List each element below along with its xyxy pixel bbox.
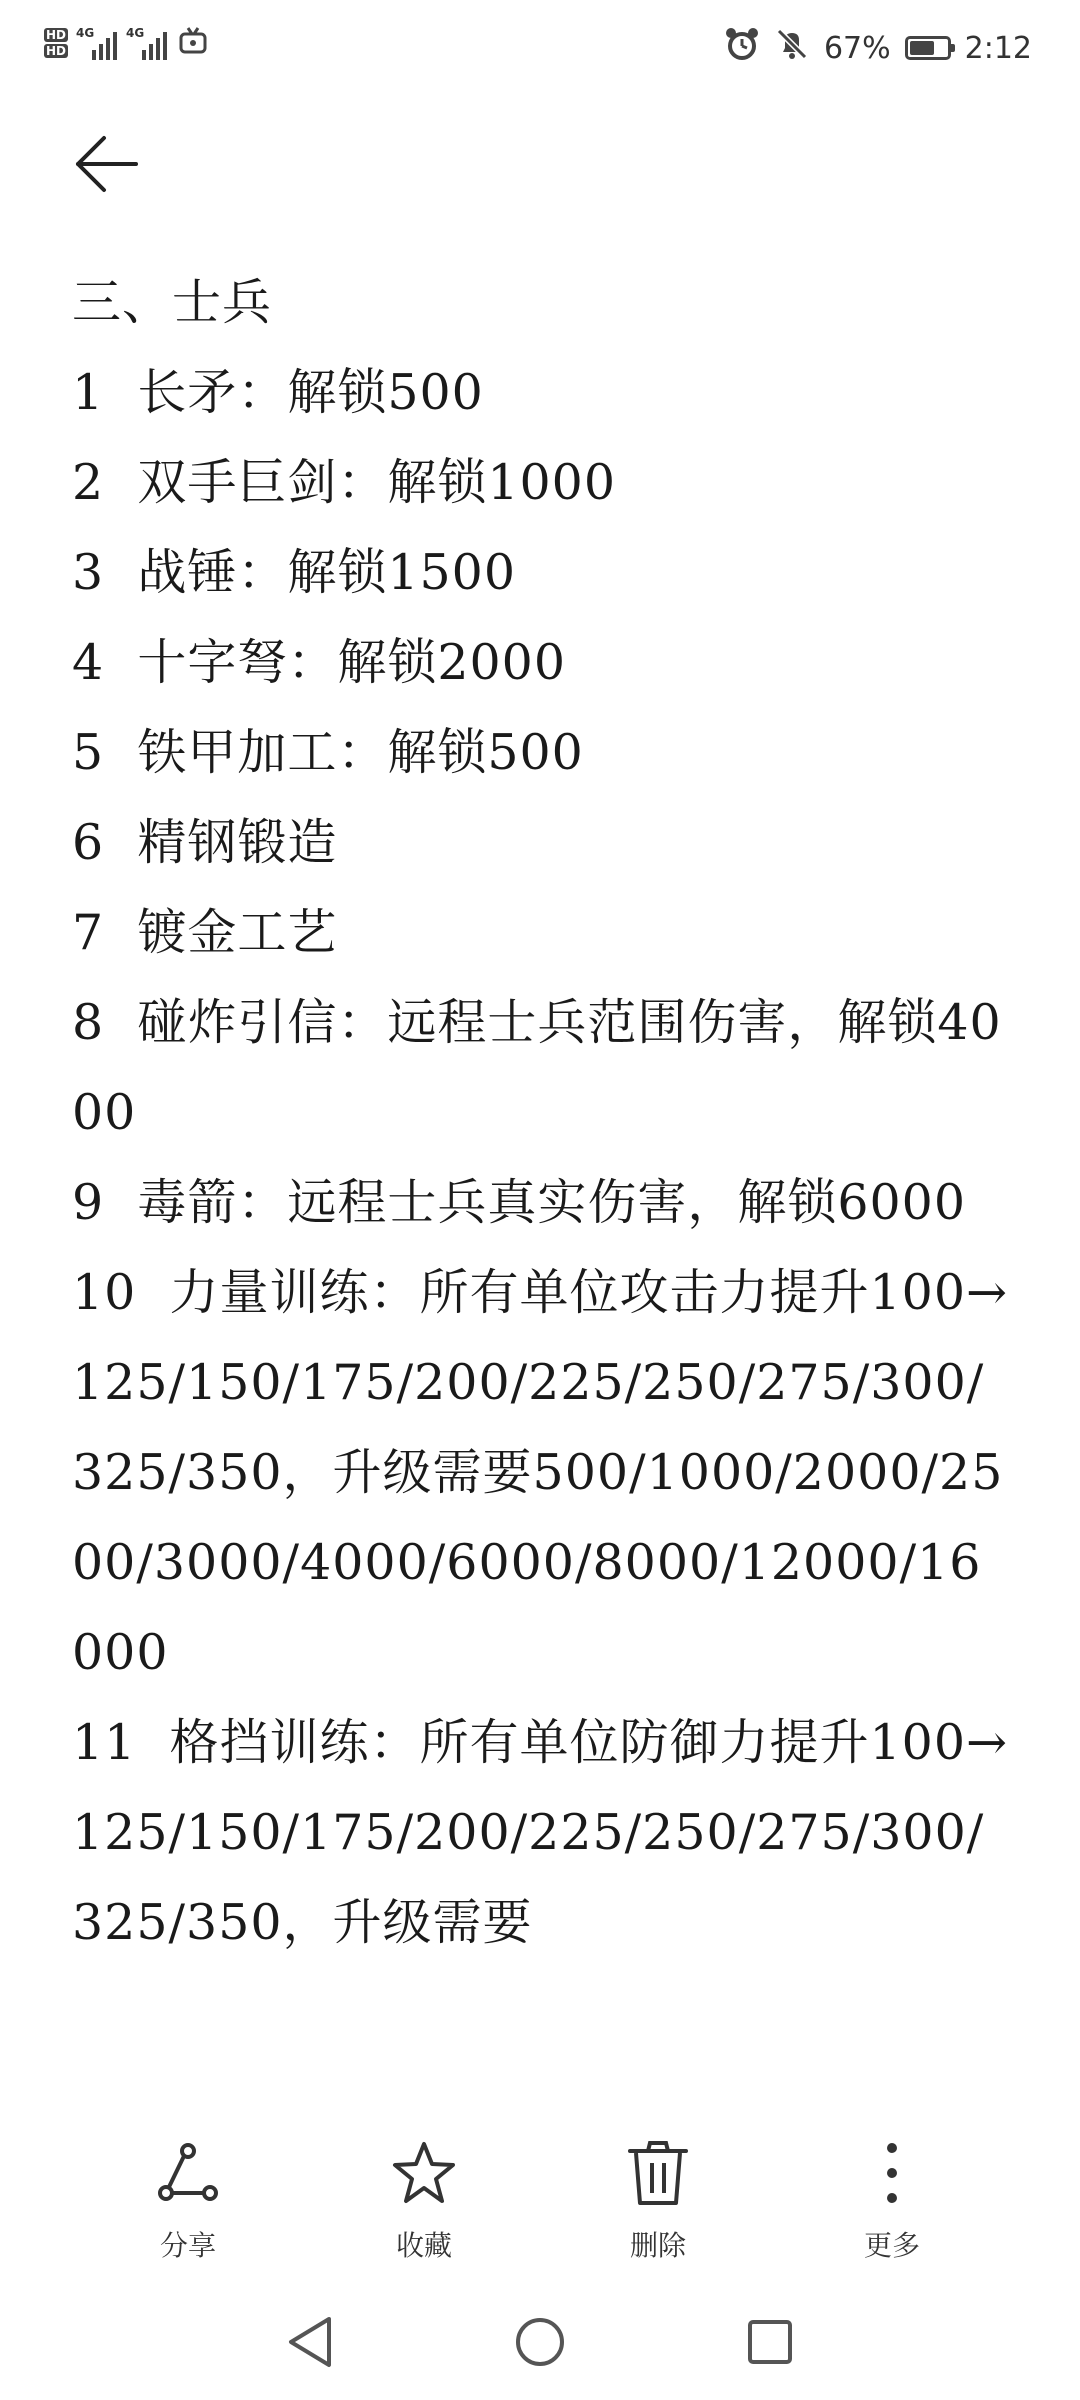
favorite-label: 收藏 — [395, 2229, 452, 2262]
hd-icon — [44, 27, 68, 59]
nav-recents-button[interactable] — [740, 2312, 800, 2372]
note-line: 7 镀金工艺 — [72, 904, 338, 961]
more-label: 更多 — [863, 2229, 920, 2262]
hd-badge: HD — [46, 44, 67, 58]
alarm-icon — [724, 26, 760, 70]
status-left — [44, 26, 208, 60]
more-vertical-icon — [857, 2138, 927, 2208]
star-icon — [389, 2138, 459, 2208]
network-type: 4G — [126, 26, 145, 40]
mute-bell-icon — [774, 26, 810, 70]
note-heading: 三、士兵 — [72, 274, 273, 331]
signal-icon — [128, 26, 168, 60]
note-line: 9 毒箭：远程士兵真实伤害，解锁6000 — [72, 1174, 967, 1231]
note-line: 8 碰炸引信：远程士兵范围伤害，解锁4000 — [72, 994, 1002, 1141]
signal-icon — [78, 26, 118, 60]
note-line: 6 精钢锻造 — [72, 814, 338, 871]
note-line: 5 铁甲加工：解锁500 — [72, 724, 584, 781]
hd-badge: HD — [46, 28, 67, 42]
note-line: 1 长矛：解锁500 — [72, 364, 484, 421]
status-right — [724, 26, 1032, 70]
back-button[interactable] — [70, 128, 142, 200]
nav-home-button[interactable] — [510, 2312, 570, 2372]
network-type: 4G — [76, 26, 95, 40]
delete-label: 删除 — [629, 2229, 686, 2262]
note-line: 11 格挡训练：所有单位防御力提升100→125/150/175/200/225/250/275/300/325/350，升级需要 — [72, 1714, 1009, 1951]
favorite-button[interactable] — [354, 2138, 494, 2264]
note-line: 2 双手巨剑：解锁1000 — [72, 454, 617, 511]
note-line: 10 力量训练：所有单位攻击力提升100→125/150/175/200/225/250/275/300/325/350，升级需要500/1000/2000/2500/3000/4000/6000/8000/12000/16000 — [72, 1264, 1009, 1681]
circle-home-icon — [513, 2315, 567, 2369]
nav-back-button[interactable] — [280, 2312, 340, 2372]
square-recents-icon — [745, 2317, 795, 2367]
battery-fill — [910, 41, 934, 55]
more-button[interactable] — [822, 2138, 962, 2264]
note-line: 4 十字弩：解锁2000 — [72, 634, 567, 691]
trash-icon — [623, 2138, 693, 2208]
clock: 2:12 — [964, 30, 1032, 66]
triangle-back-icon — [285, 2315, 335, 2369]
status-bar — [0, 0, 1080, 100]
navigation-bar — [0, 2290, 1080, 2400]
tv-icon — [178, 26, 208, 60]
battery-icon — [905, 36, 951, 60]
note-content[interactable] — [72, 258, 1012, 1968]
share-label: 分享 — [159, 2229, 216, 2262]
share-icon — [153, 2138, 223, 2208]
share-button[interactable] — [118, 2138, 258, 2264]
battery-percent: 67% — [823, 30, 891, 66]
bottom-toolbar — [0, 2108, 1080, 2288]
note-line: 3 战锤：解锁1500 — [72, 544, 517, 601]
back-arrow-icon — [72, 130, 140, 198]
delete-button[interactable] — [588, 2138, 728, 2264]
